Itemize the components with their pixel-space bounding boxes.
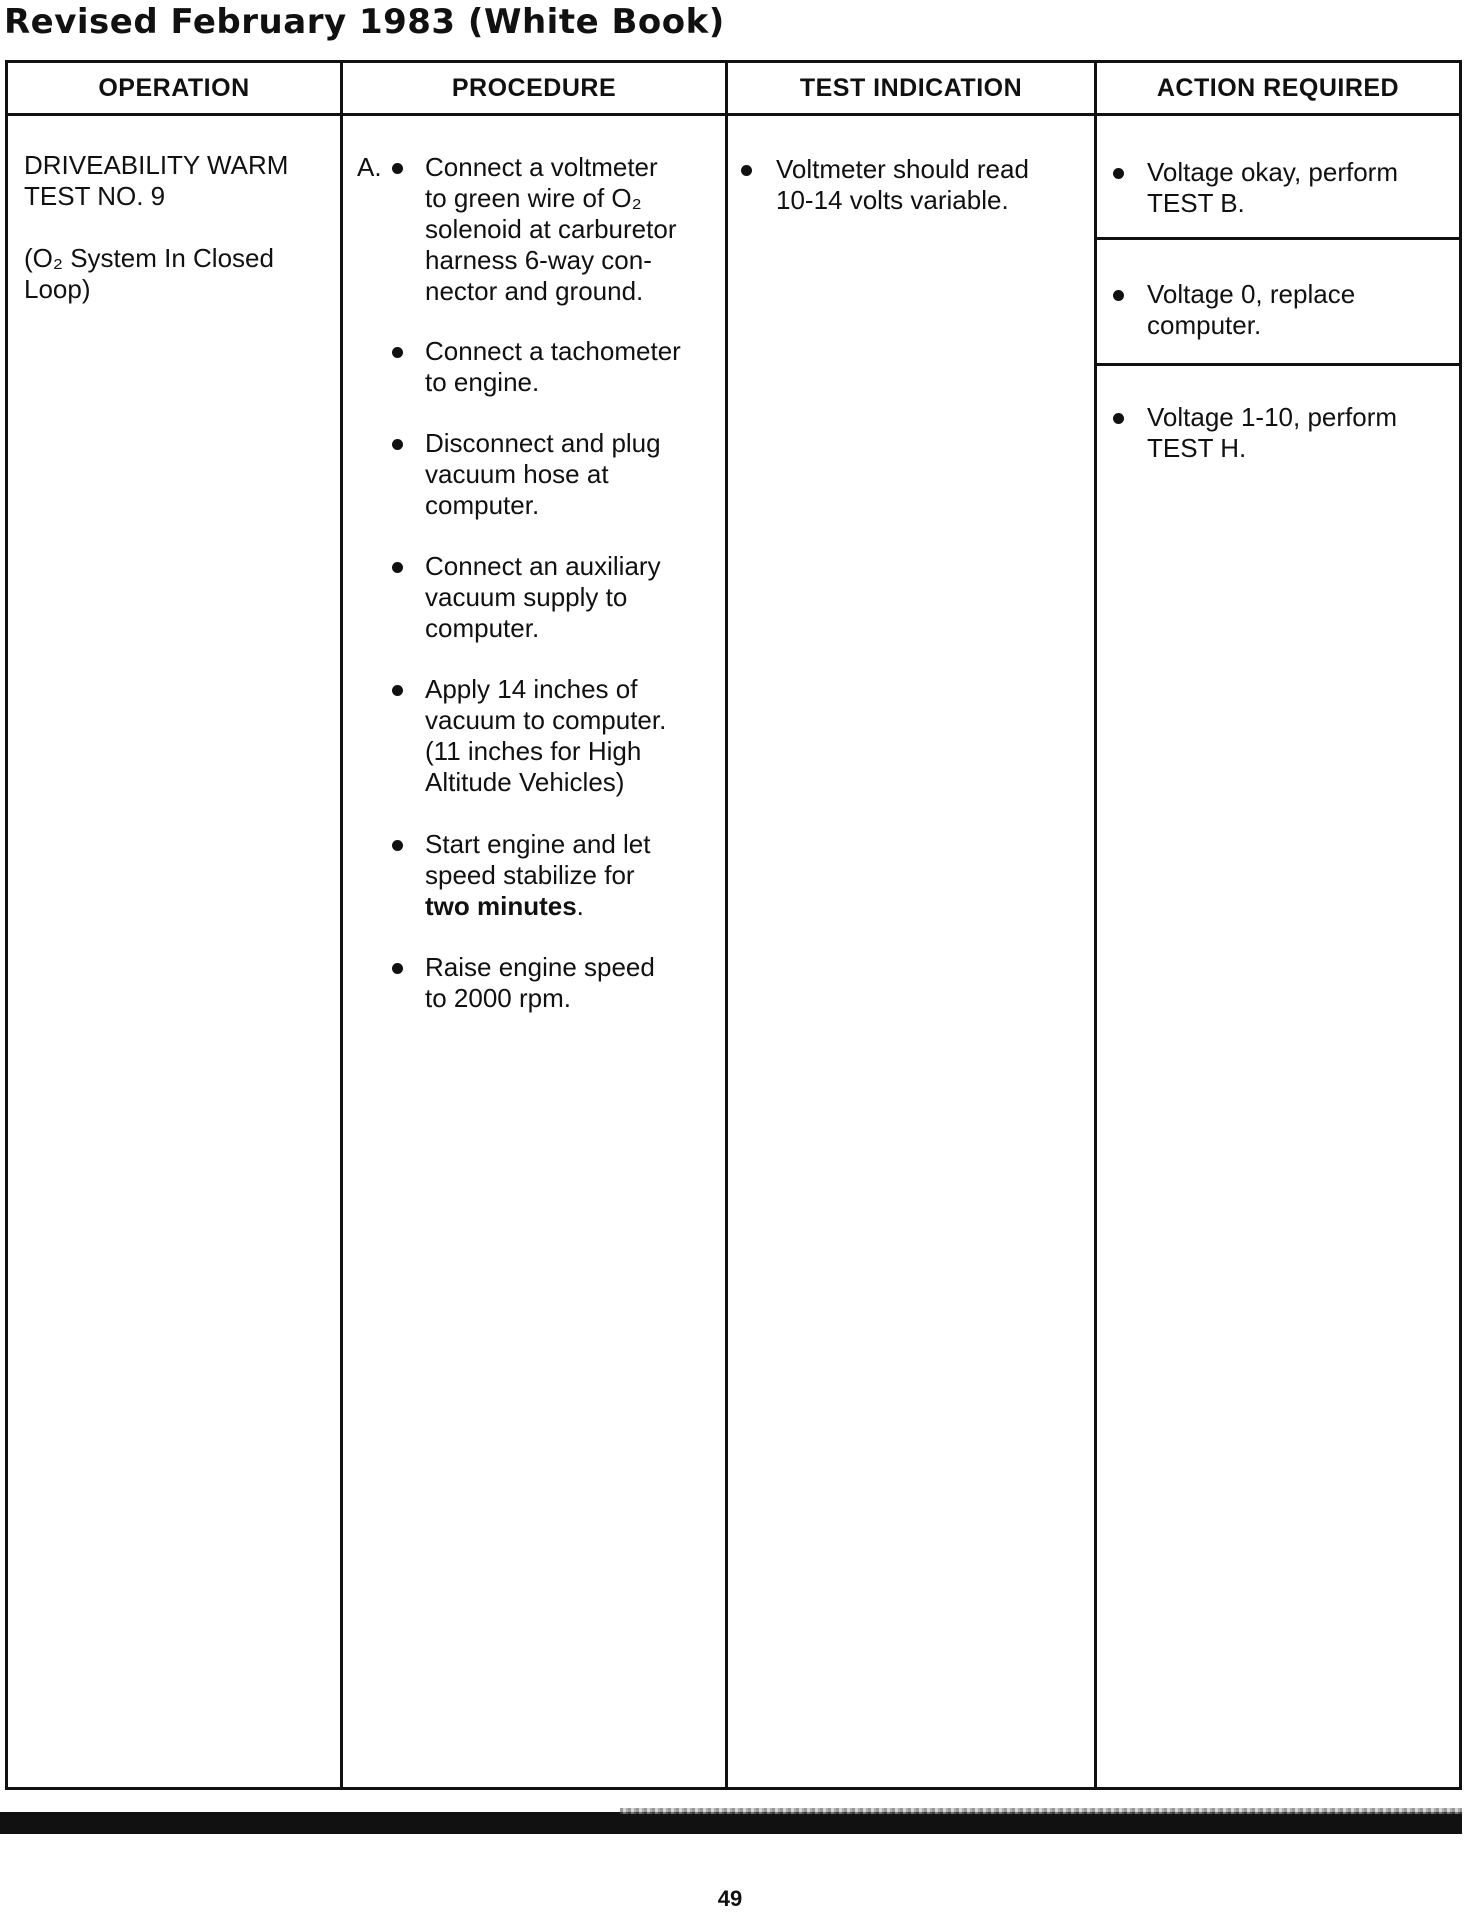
text-line: Disconnect and plug <box>425 428 661 458</box>
procedure-step <box>425 428 661 521</box>
test-indication-item <box>776 154 1029 216</box>
action-item <box>1147 279 1355 341</box>
bullet-icon <box>392 840 403 851</box>
column-divider <box>725 60 728 1790</box>
action-item <box>1147 402 1397 464</box>
text-line: Connect an auxiliary <box>425 551 661 581</box>
text-line: Voltage 1-10, perform <box>1147 402 1398 432</box>
column-header-action-required: ACTION REQUIRED <box>1156 73 1400 102</box>
bullet-icon <box>1113 290 1124 301</box>
operation-cell <box>24 150 324 305</box>
text-line: Start engine and let <box>425 829 651 859</box>
text-line: Voltage 0, replace <box>1147 279 1356 309</box>
text-line: computer. <box>425 490 540 520</box>
column-divider <box>1094 60 1097 1790</box>
text-line: vacuum to computer. <box>425 705 667 735</box>
bullet-icon <box>392 347 403 358</box>
action-item <box>1147 157 1398 219</box>
operation-note: (O₂ System In Closed Loop) <box>24 243 274 304</box>
text-line: Altitude Vehicles) <box>425 767 625 797</box>
text-line: solenoid at carburetor <box>425 214 677 244</box>
action-divider <box>1094 363 1462 366</box>
text-line: Raise engine speed <box>425 952 655 982</box>
bullet-icon <box>392 963 403 974</box>
footer-rule-texture <box>620 1808 1462 1814</box>
procedure-step <box>425 952 655 1014</box>
procedure-step <box>425 829 651 922</box>
bullet-icon <box>392 562 403 573</box>
text-line: Apply 14 inches of <box>425 674 638 704</box>
footer-rule <box>0 1812 1462 1834</box>
text-line: Voltage okay, perform <box>1147 157 1398 187</box>
text-line: harness 6-way con- <box>425 245 652 275</box>
text-line: Connect a voltmeter <box>425 152 658 182</box>
bullet-icon <box>392 163 403 174</box>
text-line: to engine. <box>425 367 540 397</box>
column-header-operation: OPERATION <box>98 73 250 102</box>
column-divider <box>340 60 343 1790</box>
action-divider <box>1094 237 1462 240</box>
emphasis-text: two minutes <box>425 891 577 921</box>
text-line: computer. <box>425 613 540 643</box>
page-number: 49 <box>717 1886 743 1911</box>
bullet-icon <box>1113 168 1124 179</box>
text-line: vacuum supply to <box>425 582 628 612</box>
procedure-step <box>425 336 681 398</box>
bullet-icon <box>392 685 403 696</box>
text-line: nector and ground. <box>425 276 644 306</box>
text-line: to green wire of O₂ <box>425 183 642 213</box>
text-line: 10-14 volts variable. <box>776 185 1009 215</box>
column-header-test-indication: TEST INDICATION <box>799 73 1023 102</box>
bullet-icon <box>1113 413 1124 424</box>
text-line: (11 inches for High <box>425 736 642 766</box>
text-line: two minutes. <box>425 891 584 921</box>
text-line: Connect a tachometer <box>425 336 681 366</box>
bullet-icon <box>741 165 752 176</box>
column-header-procedure: PROCEDURE <box>451 73 617 102</box>
text-line: TEST H. <box>1147 433 1247 463</box>
procedure-step <box>425 674 666 798</box>
text-line: speed stabilize for <box>425 860 635 890</box>
procedure-step <box>425 551 661 644</box>
text-line: Voltmeter should read <box>776 154 1029 184</box>
operation-title: DRIVEABILITY WARM TEST NO. 9 <box>24 150 289 211</box>
text-line: vacuum hose at <box>425 459 609 489</box>
bullet-icon <box>392 439 403 450</box>
text-line: computer. <box>1147 310 1262 340</box>
text-line: TEST B. <box>1147 188 1245 218</box>
page-title: Revised February 1983 (White Book) <box>4 2 725 42</box>
text-line: to 2000 rpm. <box>425 983 571 1013</box>
step-label: A. <box>357 152 382 182</box>
procedure-step <box>425 152 676 307</box>
